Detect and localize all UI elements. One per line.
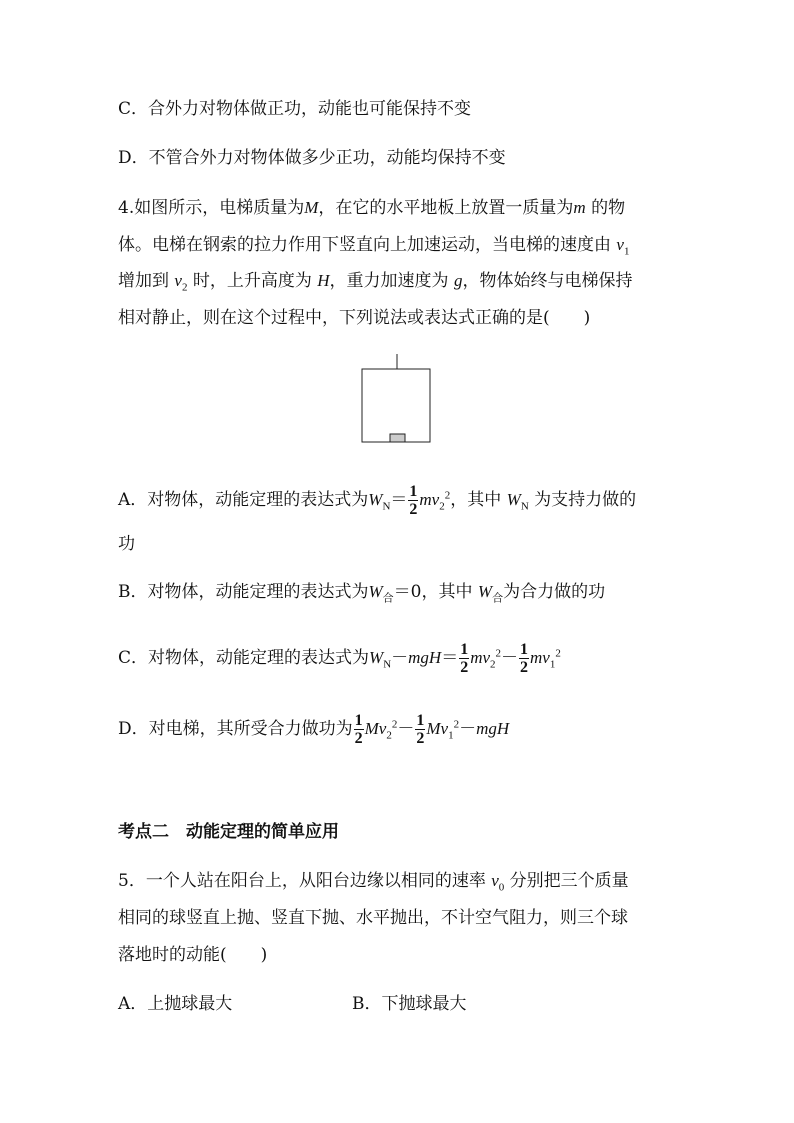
block-on-floor xyxy=(390,434,405,442)
fraction-half: $\frac{1}{2}$ xyxy=(354,712,363,747)
q4-option-b: B．对物体，动能定理的表达式为$W_合=0$，其中 $W_合$为合力做的功 xyxy=(118,582,606,605)
q4-option-c: C．对物体，动能定理的表达式为$W_N-mgH=$ $\frac{1}{2}$ $mv_2^2-$ $\frac{1}{2}$ $mv_1^2$ xyxy=(118,641,561,676)
q4-option-a: A．对物体，动能定理的表达式为$W_N=$ $\frac{1}{2}$ $mv_2^2$，其中 $W_N$ 为支持力做的 xyxy=(118,483,637,518)
fraction-half: $\frac{1}{2}$ xyxy=(409,483,418,518)
fraction-half: $\frac{1}{2}$ xyxy=(520,641,529,676)
fraction-half: $\frac{1}{2}$ xyxy=(416,712,425,747)
q3-option-c: C．合外力对物体做正功，动能也可能保持不变 xyxy=(118,99,472,119)
fraction-half: $\frac{1}{2}$ xyxy=(460,641,469,676)
q5-stem-line-3: 落地时的动能( ) xyxy=(118,945,268,965)
q4-option-d: D．对电梯，其所受合力做功为 $\frac{1}{2}$ $Mv_2^2-$ $\frac{1}{2}$ $Mv_1^2-mgH$ xyxy=(118,712,510,747)
q5-option-b: B．下抛球最大 xyxy=(352,994,467,1014)
section-heading: 考点二 动能定理的简单应用 xyxy=(118,822,339,842)
q4-stem-line-3: 增加到 $v_2$ 时，上升高度为 H，重力加速度为 g，物体始终与电梯保持 xyxy=(118,271,633,294)
elevator-box-icon xyxy=(361,354,433,446)
q4-stem-line-2: 体。电梯在钢索的拉力作用下竖直向上加速运动，当电梯的速度由 $v_1$ xyxy=(118,235,630,258)
q5-option-a: A．上抛球最大 xyxy=(118,994,233,1014)
q5-stem-line-2: 相同的球竖直上抛、竖直下抛、水平抛出，不计空气阻力，则三个球 xyxy=(118,908,628,928)
elevator-diagram xyxy=(361,354,433,451)
q5-stem-line-1: 5．一个人站在阳台上，从阳台边缘以相同的速率 $v_0$ 分别把三个质量 xyxy=(118,871,629,894)
q4-stem-line-4: 相对静止，则在这个过程中，下列说法或表达式正确的是( ) xyxy=(118,308,591,328)
q4-option-a-wrap: 功 xyxy=(118,534,135,554)
q3-option-d: D．不管合外力对物体做多少正功，动能均保持不变 xyxy=(118,148,506,168)
q4-stem-line-1: 4.如图所示，电梯质量为M，在它的水平地板上放置一质量为m 的物 xyxy=(118,198,626,218)
